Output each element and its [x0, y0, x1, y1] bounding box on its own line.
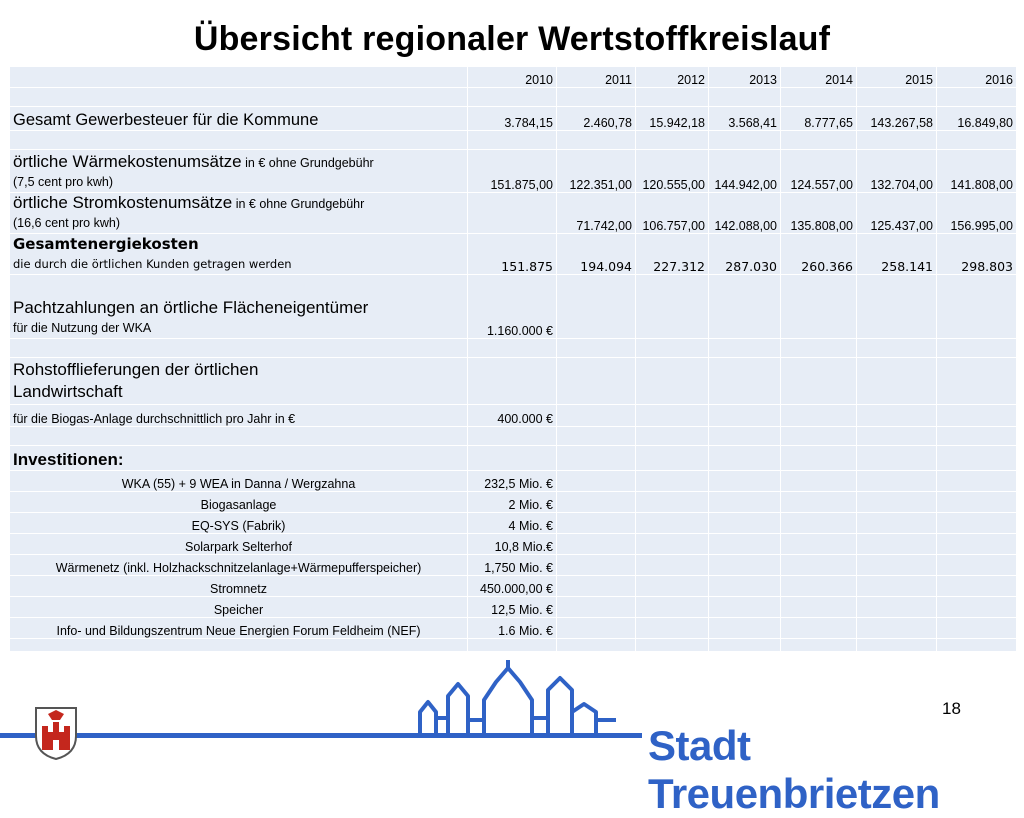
page-number: 18	[942, 699, 961, 718]
year-header: 2014	[781, 67, 856, 87]
gesamtenergie-label: Gesamtenergiekosten	[13, 235, 199, 253]
invest-value: 2 Mio. €	[468, 492, 556, 512]
gesamtenergie-value: 260.366	[781, 234, 856, 274]
coat-of-arms-icon	[34, 706, 78, 760]
waerme-value: 132.704,00	[857, 150, 936, 192]
strom-value: 106.757,00	[636, 193, 708, 233]
table-row-rohstoff-note	[10, 405, 1016, 426]
invest-value: 232,5 Mio. €	[468, 471, 556, 491]
invest-name: Speicher	[10, 597, 467, 617]
invest-value: 1.6 Mio. €	[468, 618, 556, 638]
strom-value: 142.088,00	[709, 193, 780, 233]
invest-value: 4 Mio. €	[468, 513, 556, 533]
gesamtenergie-value: 298.803	[937, 234, 1016, 274]
rohstoff-note: für die Biogas-Anlage durchschnittlich pro Jahr in €	[13, 412, 296, 426]
invest-row	[10, 597, 1016, 617]
waerme-value: 122.351,00	[557, 150, 635, 192]
table-row-gewerbesteuer	[10, 107, 1016, 130]
town-skyline-icon	[418, 660, 618, 740]
table-row-pacht	[10, 275, 1016, 338]
gewerbesteuer-value: 2.460,78	[557, 107, 635, 130]
gewerbesteuer-value: 16.849,80	[937, 107, 1016, 130]
invest-name: Wärmenetz (inkl. Holzhackschnitzelanlage+Wärmepufferspeicher)	[10, 555, 467, 575]
gewerbesteuer-label: Gesamt Gewerbesteuer für die Kommune	[13, 111, 319, 129]
table-row-waerme	[10, 150, 1016, 192]
waerme-value: 151.875,00	[468, 150, 556, 192]
year-header: 2010	[468, 67, 556, 87]
invest-row	[10, 513, 1016, 533]
rohstoff-label: Rohstofflieferungen der örtlichen Landwirtschaft	[13, 360, 259, 401]
strom-note2: (16,6 cent pro kwh)	[13, 216, 120, 230]
year-header: 2012	[636, 67, 708, 87]
gewerbesteuer-value: 3.568,41	[709, 107, 780, 130]
invest-row	[10, 492, 1016, 512]
spacer-row	[10, 88, 1016, 106]
gesamtenergie-value: 151.875	[468, 234, 556, 274]
invest-name: EQ-SYS (Fabrik)	[10, 513, 467, 533]
invest-name: Biogasanlage	[10, 492, 467, 512]
strom-value: 71.742,00	[557, 193, 635, 233]
year-header: 2016	[937, 67, 1016, 87]
table-row-gesamtenergie	[10, 234, 1016, 274]
waerme-label: örtliche Wärmekostenumsätze	[13, 152, 242, 171]
rohstoff-value: 400.000 €	[468, 405, 556, 426]
waerme-value: 120.555,00	[636, 150, 708, 192]
waerme-value: 144.942,00	[709, 150, 780, 192]
waerme-value: 141.808,00	[937, 150, 1016, 192]
invest-row	[10, 576, 1016, 596]
gesamtenergie-value: 194.094	[557, 234, 635, 274]
header-empty-cell	[10, 67, 467, 87]
spacer-row	[10, 131, 1016, 149]
investitionen-label: Investitionen:	[13, 450, 124, 469]
strom-label: örtliche Stromkostenumsätze	[13, 193, 233, 212]
invest-name: Solarpark Selterhof	[10, 534, 467, 554]
spacer-row	[10, 339, 1016, 357]
invest-value: 12,5 Mio. €	[468, 597, 556, 617]
waerme-note: in € ohne Grundgebühr	[245, 156, 374, 170]
pacht-value: 1.160.000 €	[468, 275, 556, 338]
strom-value: 156.995,00	[937, 193, 1016, 233]
gewerbesteuer-value: 15.942,18	[636, 107, 708, 130]
table-row-rohstoff	[10, 358, 1016, 404]
strom-note: in € ohne Grundgebühr	[235, 197, 365, 211]
brand-wordmark: Stadt Treuenbrietzen	[642, 722, 1024, 818]
spacer-row	[10, 639, 1016, 651]
invest-row	[10, 618, 1016, 638]
year-header: 2013	[709, 67, 780, 87]
slide-title: Übersicht regionaler Wertstoffkreislauf	[193, 20, 831, 58]
gewerbesteuer-value: 3.784,15	[468, 107, 556, 130]
waerme-note2: (7,5 cent pro kwh)	[13, 175, 114, 189]
invest-row	[10, 471, 1016, 491]
invest-value: 10,8 Mio.€	[468, 534, 556, 554]
invest-row	[10, 534, 1016, 554]
invest-name: WKA (55) + 9 WEA in Danna / Wergzahna	[10, 471, 467, 491]
invest-name: Info- und Bildungszentrum Neue Energien Forum Feldheim (NEF)	[10, 618, 467, 638]
strom-value: 125.437,00	[857, 193, 936, 233]
header-row	[10, 67, 1016, 87]
invest-value: 1,750 Mio. €	[468, 555, 556, 575]
invest-value: 450.000,00 €	[468, 576, 556, 596]
gesamtenergie-value: 227.312	[636, 234, 708, 274]
gesamtenergie-value: 258.141	[857, 234, 936, 274]
invest-row	[10, 555, 1016, 575]
year-header: 2011	[557, 67, 635, 87]
pacht-label: Pachtzahlungen an örtliche Flächeneigentümer	[13, 298, 369, 317]
year-header: 2015	[857, 67, 936, 87]
gewerbesteuer-value: 143.267,58	[857, 107, 936, 130]
spacer-row	[10, 427, 1016, 445]
pacht-note: für die Nutzung der WKA	[13, 321, 152, 335]
gewerbesteuer-value: 8.777,65	[781, 107, 856, 130]
strom-value: 135.808,00	[781, 193, 856, 233]
table-row-strom	[10, 193, 1016, 233]
data-table	[9, 66, 1017, 652]
invest-name: Stromnetz	[10, 576, 467, 596]
gesamtenergie-note: die durch die örtlichen Kunden getragen werden	[13, 257, 292, 271]
table-row-investitionen-header	[10, 446, 1016, 470]
waerme-value: 124.557,00	[781, 150, 856, 192]
strom-value-empty	[468, 193, 556, 233]
gesamtenergie-value: 287.030	[709, 234, 780, 274]
